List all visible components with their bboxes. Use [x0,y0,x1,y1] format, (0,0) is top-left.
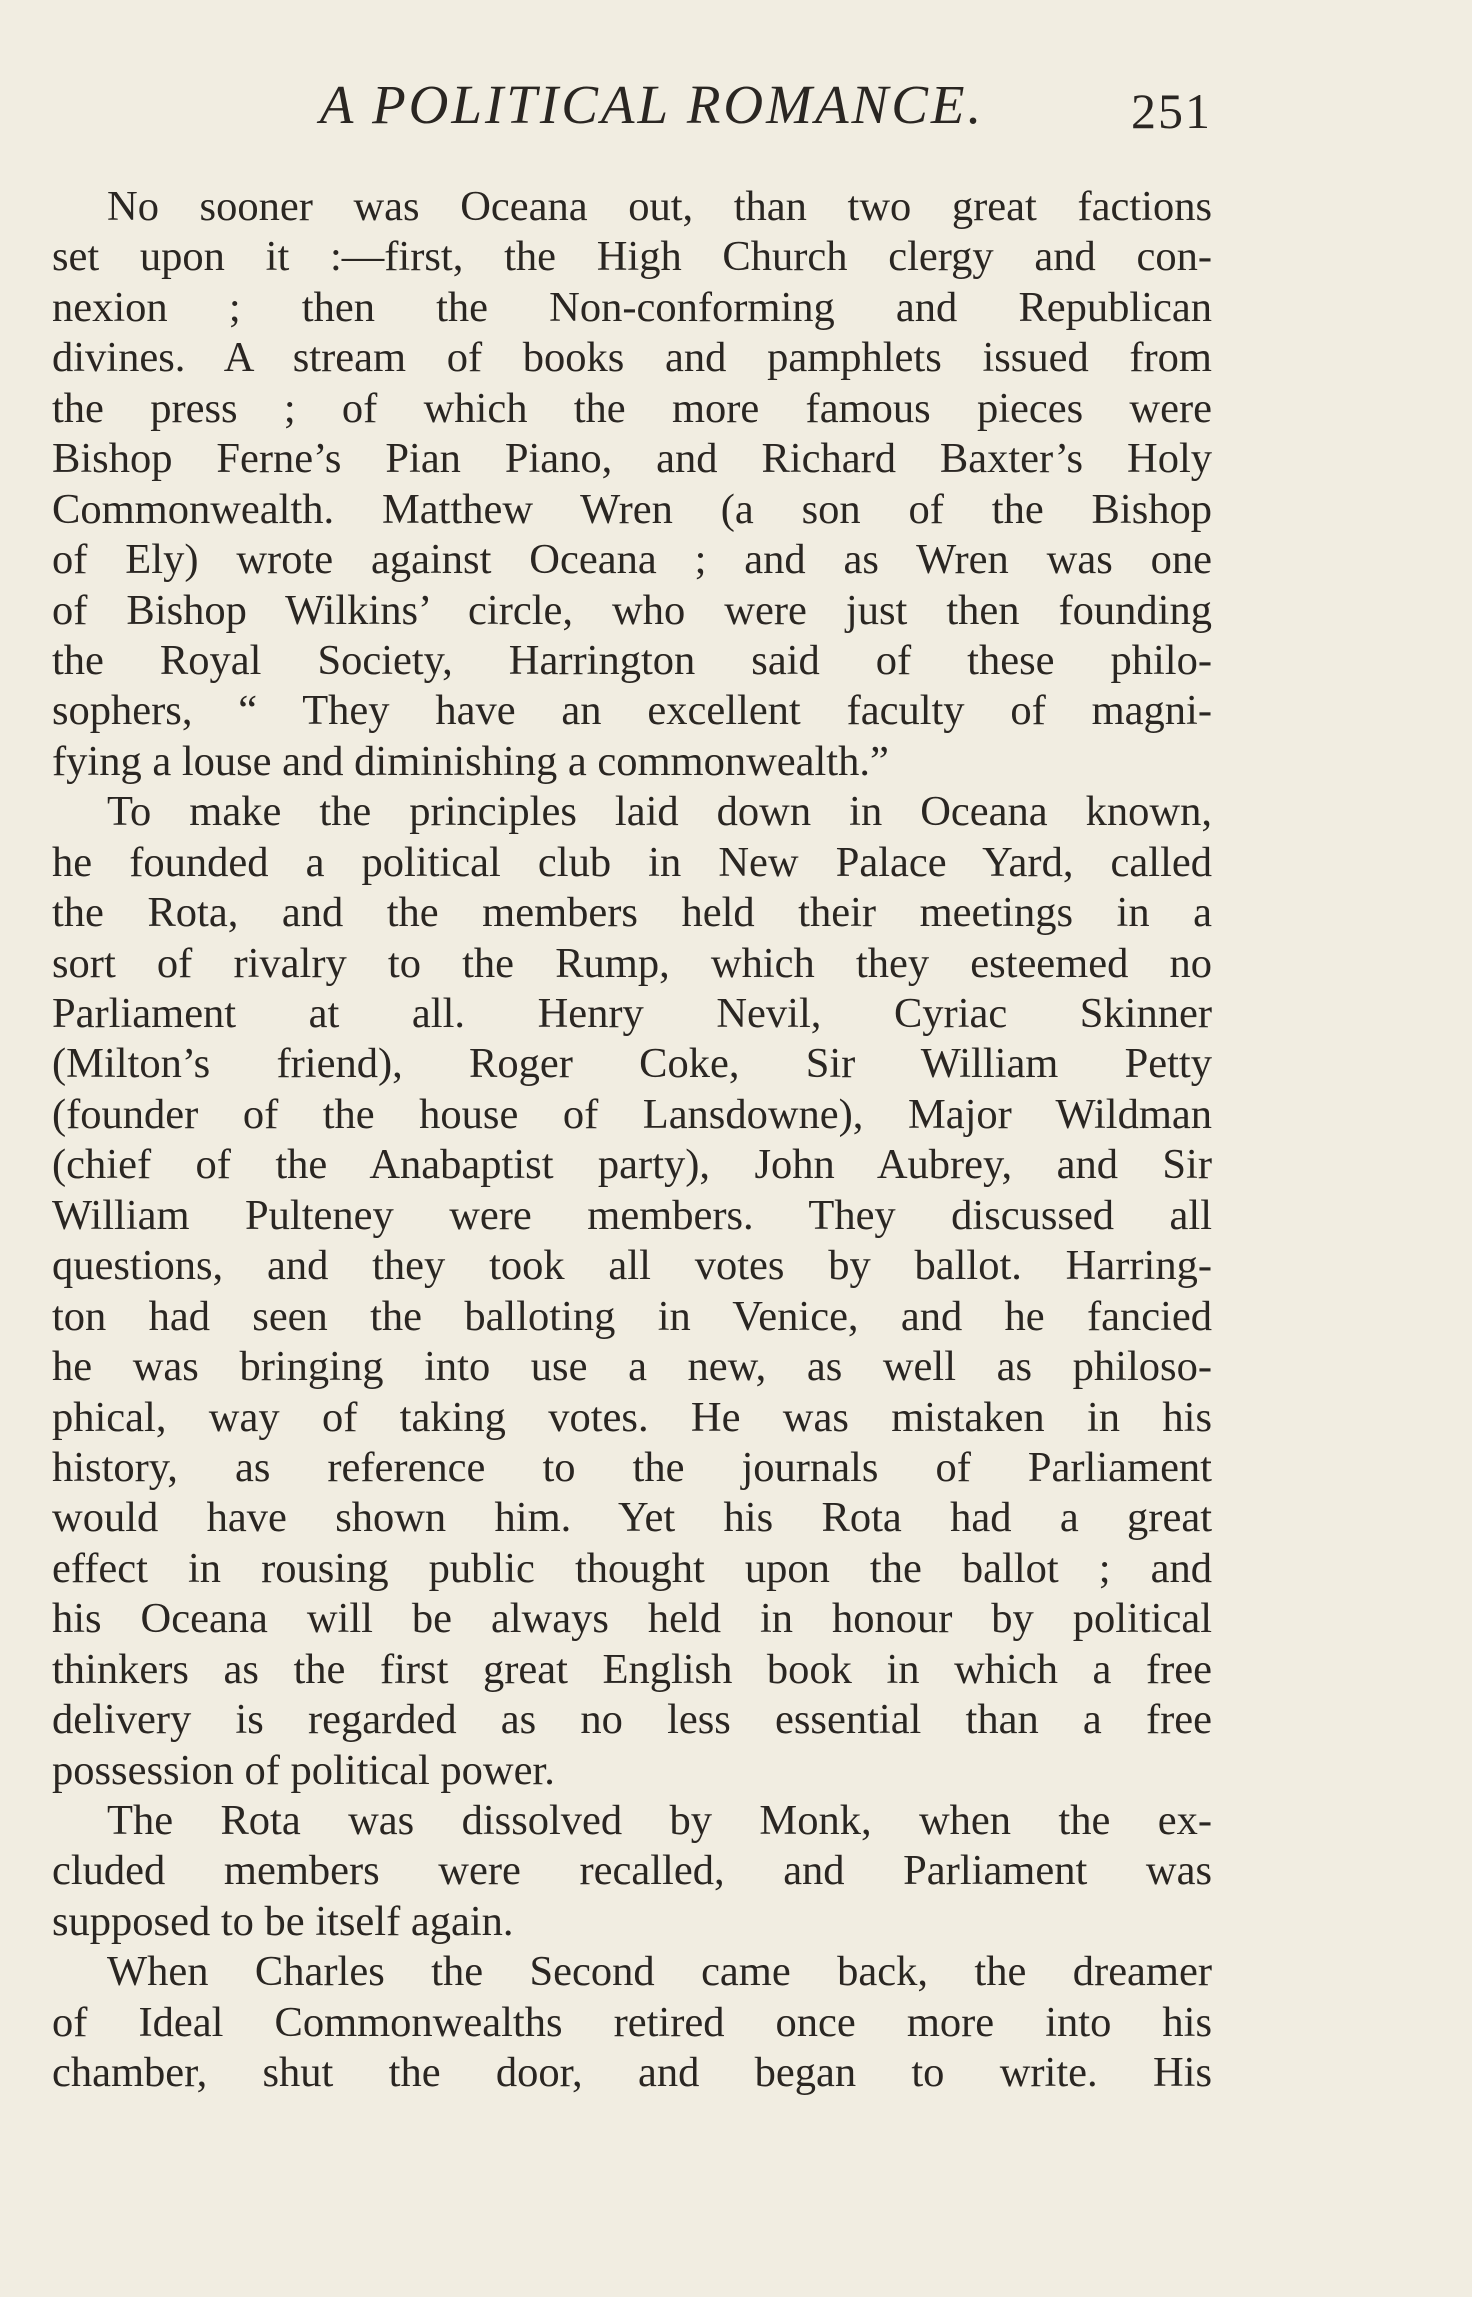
text-line: No sooner was Oceana out, than two great factions [107,183,1212,230]
text-line: Parliament at all. Henry Nevil, Cyriac Skinner [52,990,1212,1037]
text-line: of Ely) wrote against Oceana ; and as Wren was one [52,536,1212,584]
text-line: he founded a political club in New Palace Yard, called [52,838,1212,886]
text-line: sort of rivalry to the Rump, which they esteemed no [52,939,1212,987]
text-line: (Milton’s friend), Roger Coke, Sir William Petty [52,1040,1212,1088]
text-line: the press ; of which the more famous pieces were [52,384,1212,432]
text-line: thinkers as the first great English book in which a free [52,1645,1212,1693]
text-line: cluded members were recalled, and Parliament was [52,1847,1212,1895]
text-line: effect in rousing public thought upon the ballot ; and [52,1544,1212,1592]
text-line: divines. A stream of books and pamphlets issued from [52,334,1212,382]
text-line: ton had seen the balloting in Venice, and he fancied [52,1292,1212,1340]
text-line: William Pulteney were members. They discussed all [52,1191,1212,1239]
text-line: his Oceana will be always held in honour by political [52,1595,1212,1643]
text-line: delivery is regarded as no less essential than a free [52,1696,1212,1744]
text-line: history, as reference to the journals of Parliament [52,1443,1212,1491]
text-line: he was bringing into use a new, as well as philoso- [52,1343,1212,1391]
text-line: supposed to be itself again. [52,1897,514,1945]
running-title: A POLITICAL ROMANCE. [319,74,985,135]
text-line: (founder of the house of Lansdowne), Major Wildman [52,1090,1212,1138]
text-line: phical, way of taking votes. He was mistaken in his [52,1393,1212,1441]
text-line: nexion ; then the Non-conforming and Republican [52,283,1212,331]
text-line: To make the principles laid down in Oceana known, [107,788,1212,836]
running-head [52,70,1212,140]
text-line: fying a louse and diminishing a commonwealth.” [52,737,889,785]
page-number: 251 [1131,83,1212,139]
text-line: Commonwealth. Matthew Wren (a son of the Bishop [52,485,1212,533]
text-line: set upon it :—first, the High Church clergy and con- [52,233,1212,281]
text-line: sophers, “ They have an excellent faculty of magni- [52,687,1212,735]
text-line: of Ideal Commonwealths retired once more into his [52,1998,1212,2046]
text-line: would have shown him. Yet his Rota had a great [52,1494,1212,1542]
text-line: possession of political power. [52,1746,555,1794]
text-line: the Rota, and the members held their meetings in a [52,889,1212,937]
text-line: The Rota was dissolved by Monk, when the ex- [107,1797,1212,1844]
text-line: questions, and they took all votes by ballot. Harring- [52,1242,1212,1290]
text-line: Bishop Ferne’s Pian Piano, and Richard Baxter’s Holy [52,435,1212,483]
text-line: When Charles the Second came back, the dreamer [107,1948,1212,1996]
text-line: chamber, shut the door, and began to write. His [52,2049,1212,2097]
text-line: (chief of the Anabaptist party), John Aubrey, and Sir [52,1141,1212,1189]
text-line: the Royal Society, Harrington said of these philo- [52,636,1212,684]
body-text [52,182,1212,2099]
text-line: of Bishop Wilkins’ circle, who were just then founding [52,586,1212,634]
